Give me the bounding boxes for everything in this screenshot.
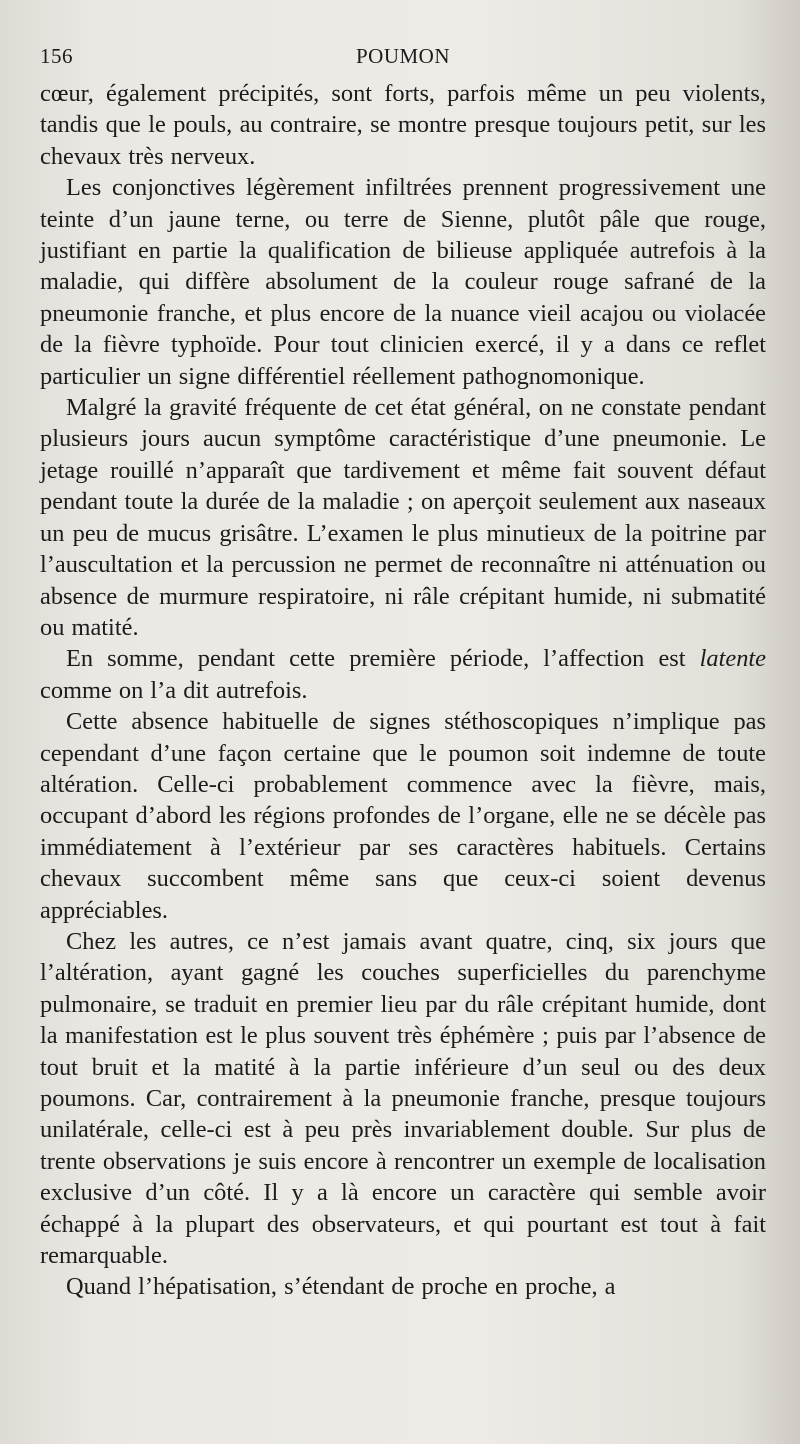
running-title: POUMON — [355, 44, 450, 68]
paragraph-5: Cette absence habituelle de signes stéthoscopiques n’implique pas cependant d’une façon certaine que le poumon soit indemne de toute altération. Celle-ci probablement commence avec la fièvre, mais, occupant d’abord les régions profondes de l’organe, elle ne se décèle pas immédiatement à l’extérieur par ses caractères habituels. Certains chevaux succombent même sans que ceux-ci soient devenus appréciables. — [40, 708, 766, 924]
paragraph-4 — [40, 643, 766, 706]
paragraph-1: cœur, également précipités, sont forts, parfois même un peu violents, tandis que le pouls, au contraire, se montre presque toujours petit, sur les chevaux très nerveux. — [40, 80, 766, 170]
paragraph-4-italic-term: latente — [699, 645, 766, 673]
body-text — [40, 78, 766, 1303]
paragraph-6: Chez les autres, ce n’est jamais avant quatre, cinq, six jours que l’altération, ayant gagné les couches superficielles du parenchyme pulmonaire, se traduit en premier lieu par du râle crépitant humide, dont la manifestation est le plus souvent très éphémère ; puis par l’absence de tout bruit et la matité à la partie inférieure d’un seul ou des deux poumons. Car, contrairement à la pneumonie franche, presque toujours unilatérale, celle-ci est à peu près invariablement double. Sur plus de trente observations je suis encore à rencontrer un exemple de localisation exclusive d’un côté. Il y a là encore un caractère qui semble avoir échappé à la plupart des observateurs, et qui pourtant est tout à fait remarquable. — [40, 927, 766, 1270]
paragraph-3: Malgré la gravité fréquente de cet état général, on ne constate pendant plusieurs jours aucun symptôme caractéristique d’une pneumonie. Le jetage rouillé n’apparaît que tardivement et même fait souvent défaut pendant toute la durée de la maladie ; on aperçoit seulement aux naseaux un peu de mucus grisâtre. L’examen le plus minutieux de la poitrine par l’auscultation et la percussion ne permet de reconnaître ni atténuation ou absence de murmure respiratoire, ni râle crépitant humide, ni submatité ou matité. — [40, 394, 766, 641]
paragraph-4-text-before: En somme, pendant cette première période, l’affection est — [66, 645, 700, 673]
paragraph-2: Les conjonctives légèrement infiltrées prennent progressivement une teinte d’un jaune terne, ou terre de Sienne, plutôt pâle que rouge, justifiant en partie la qualification de bilieuse appliquée autrefois à la maladie, qui diffère absolument de la couleur rouge safrané de la pneumonie franche, et plus encore de la nuance vieil acajou ou violacée de la fièvre typhoïde. Pour tout clinicien exercé, il y a dans ce reflet particulier un signe différentiel réellement pathognomonique. — [40, 174, 766, 390]
paragraph-4-text-after: comme on l’a dit autrefois. — [40, 676, 308, 704]
page-header — [40, 44, 766, 78]
page-number: 156 — [40, 44, 73, 68]
paragraph-7: Quand l’hépatisation, s’étendant de proche en proche, a — [66, 1273, 616, 1301]
